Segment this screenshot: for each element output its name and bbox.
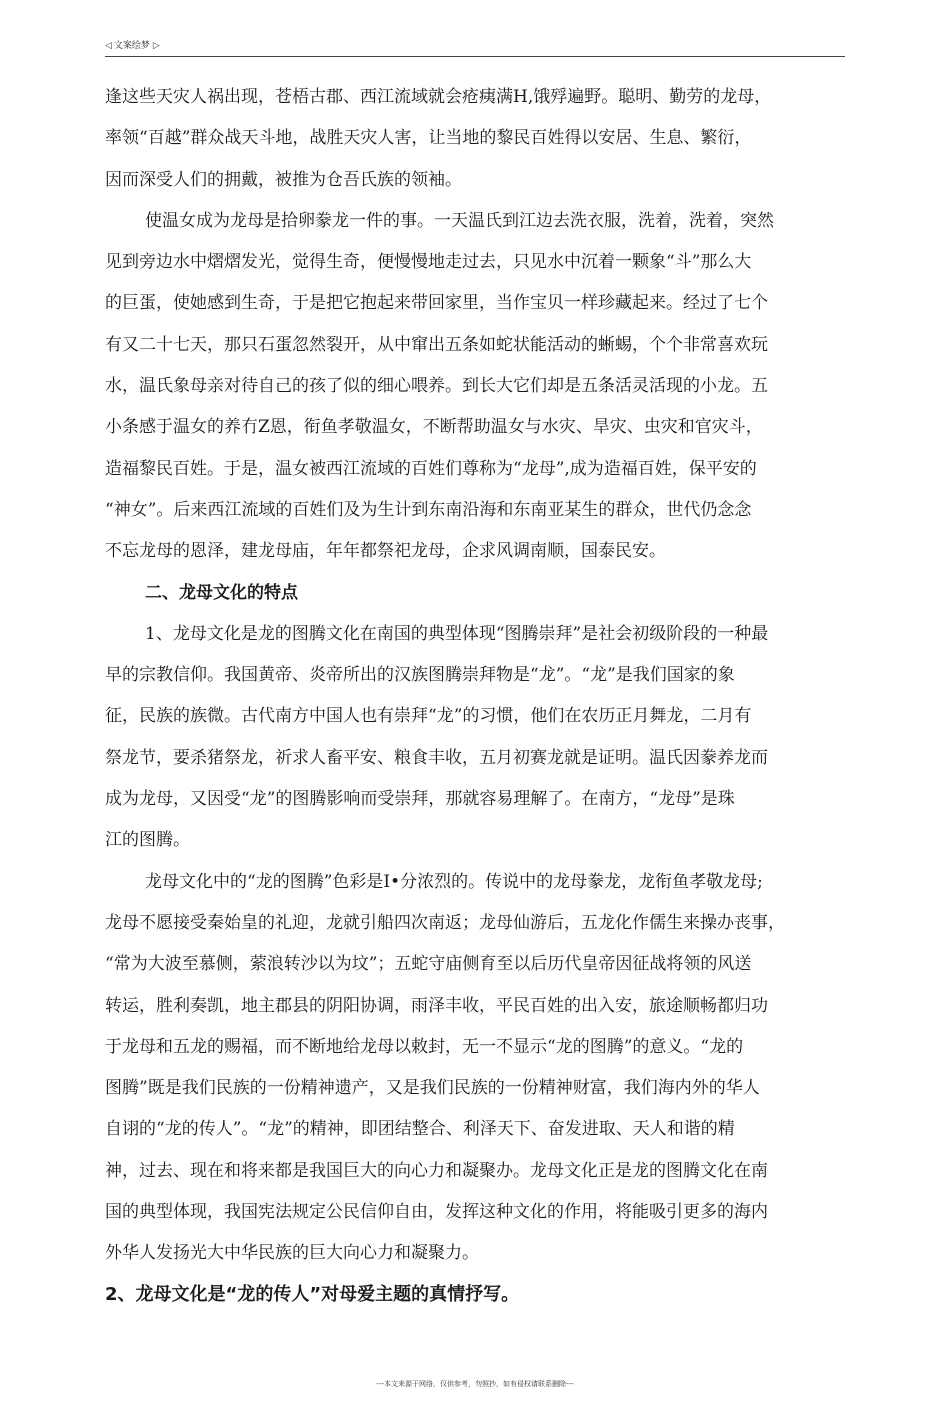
text-line: 江的图腾。 [105,830,190,851]
text-line: 因而深受人们的拥戴，被推为仓吾氏族的领袖。 [105,169,462,190]
section-heading: 二、龙母文化的特点 [145,582,298,603]
text-line: 的巨蛋，使她感到生奇，于是把它抱起来带回家里，当作宝贝一样珍藏起来。经过了七个 [105,293,768,314]
text-line: 成为龙母，又因受“龙”的图腾影响而受崇拜，那就容易理解了。在南方，“龙母”是珠 [105,789,735,810]
text-line: 率领“百越”群众战天斗地，战胜天灾人害，让当地的黎民百姓得以安居、生息、繁衍， [105,128,752,149]
text-line: 自诩的“龙的传人”。“龙”的精神，即团结整合、利泽天下、奋发进取、天人和谐的精 [105,1119,735,1140]
text-line: 水，温氏象母亲对待自己的孩了似的细心喂养。到长大它们却是五条活灵活现的小龙。五 [105,376,768,397]
right-triangle-icon: ▷ [152,41,160,51]
text-line: 图腾”既是我们民族的一份精神遗产，又是我们民族的一份精神财富，我们海内外的华人 [105,1078,760,1099]
page-header [105,38,845,57]
text-line: 小条感于温女的养冇Z恩，衔鱼孝敬温女，不断帮助温女与水灾、旱灾、虫灾和官灾斗， [105,417,763,438]
text-line: 国的典型体现，我国宪法规定公民信仰自由，发挥这种文化的作用，将能吸引更多的海内 [105,1202,768,1223]
paragraph-start-line: 使温女成为龙母是拾卵豢龙一件的事。一天温氏到江边去洗衣服，洗着，洗着，突然 [145,210,774,231]
document-body [105,84,850,1323]
text-line: 外华人发扬光大中华民族的巨大向心力和凝聚力。 [105,1243,479,1264]
subsection-heading: 2、龙母文化是“龙的传人”对母爱主题的真情抒写。 [105,1283,520,1305]
text-line: 见到旁边水中熠熠发光，觉得生奇，便慢慢地走过去，只见水中沉着一颗象“斗”那么大 [105,252,752,273]
page-footer: ---本文来源于网络，仅供参考，勿照抄，如有侵权请联系删除--- [376,1380,574,1388]
text-line: 龙母不愿接受秦始皇的礼迎，龙就引船四次南返；龙母仙游后，五龙化作儒生来操办丧事， [105,912,785,933]
header-title: 文案绘梦 [113,41,150,51]
text-line: 祭龙节，要杀猪祭龙，祈求人畜平安、粮食丰收，五月初赛龙就是证明。温氏因豢养龙而 [105,747,768,768]
text-line: 早的宗教信仰。我国黄帝、炎帝所出的汉族图腾崇拜物是“龙”。“龙”是我们国家的象 [105,665,735,686]
text-line: 转运，胜利奏凯，地主郡县的阴阳协调，雨泽丰收，平民百姓的出入安，旅途顺畅都归功 [105,995,768,1016]
text-line: “常为大波至慕侧，萦浪转沙以为坟”；五蛇守庙侧育至以后历代皇帝因征战将领的风送 [105,954,752,975]
text-line: 有又二十七天，那只石蛋忽然裂开，从中窜出五条如蛇状能活动的蜥蜴，个个非常喜欢玩 [105,334,768,355]
text-line: “神女”。后来西江流域的百姓们及为生计到东南沿海和东南亚某生的群众，世代仍念念 [105,499,752,520]
text-line: 于龙母和五龙的赐福，而不断地给龙母以敕封，无一不显示“龙的图腾”的意义。“龙的 [105,1036,744,1057]
text-line: 神，过去、现在和将来都是我国巨大的向心力和凝聚办。龙母文化正是龙的图腾文化在南 [105,1160,768,1181]
paragraph-start-line: 1、龙母文化是龙的图腾文化在南国的典型体现“图腾崇拜”是社会初级阶段的一种最 [145,623,769,644]
text-line: 征，民族的族微。古代南方中国人也有崇拜“龙”的习惯，他们在农历正月舞龙，二月有 [105,706,752,727]
text-line: 造福黎民百姓。于是，温女被西江流域的百姓们尊称为“龙母”,成为造福百姓，保平安的 [105,458,757,479]
left-triangle-icon: ◁ [105,41,112,51]
text-line: 不忘龙母的恩泽，建龙母庙，年年都祭祀龙母，企求风调南顺，国泰民安。 [105,541,666,562]
paragraph-start-line: 龙母文化中的“龙的图腾”色彩是I•分浓烈的。传说中的龙母豢龙，龙衔鱼孝敬龙母; [145,871,763,892]
text-line: 逢这些天灾人祸出现，苍梧古郡、西江流域就会疮痍满H,饿殍遍野。聪明、勤劳的龙母， [105,87,772,107]
